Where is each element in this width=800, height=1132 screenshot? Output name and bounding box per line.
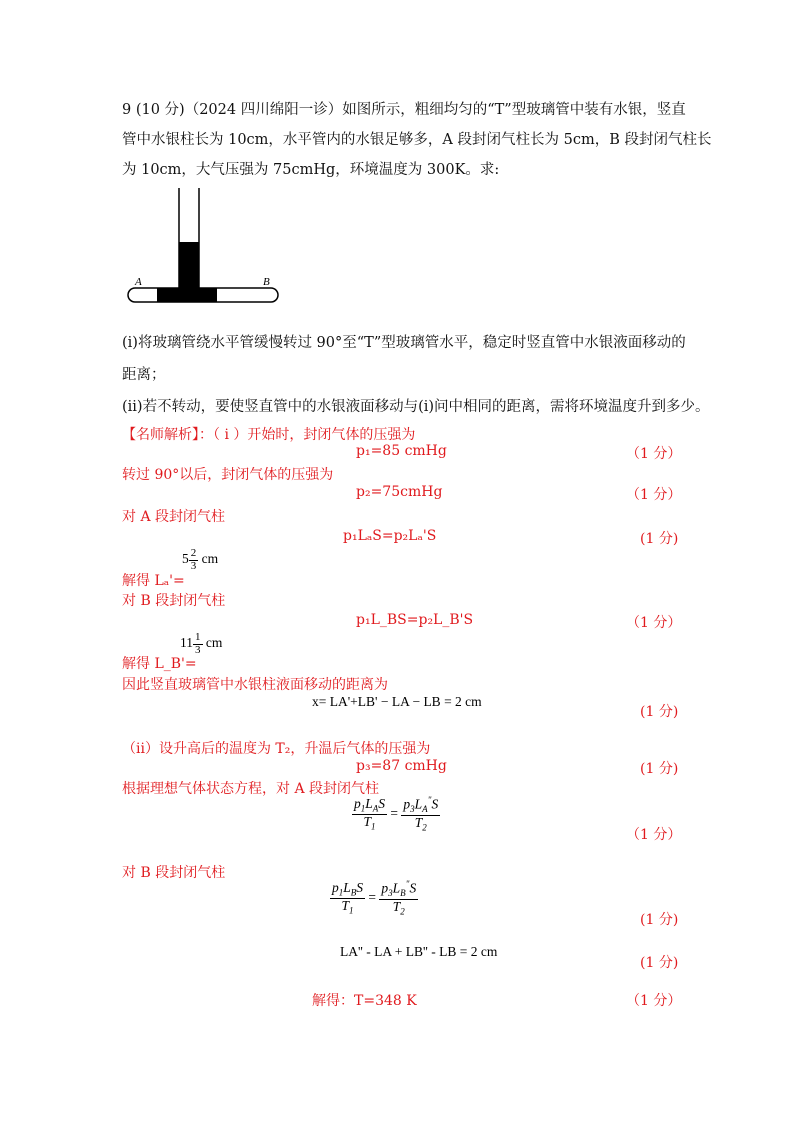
la-unit: cm [201,551,219,567]
p1-equation: p₁=85 cmHg [356,443,447,459]
x-equation: x= LA'+LB' − LA − LB = 2 cm [312,694,482,709]
p2-equation: p₂=75cmHg [356,484,443,500]
for-b-text: 对 B 段封闭气柱 [122,593,226,609]
lb-whole: 11 [180,635,193,651]
lb-unit: cm [205,635,223,651]
score-5: (1 分) [640,704,679,720]
therefore-text: 因此竖直玻璃管中水银柱液面移动的距离为 [122,677,388,693]
score-8: (1 分) [640,912,679,928]
la-num: 2 [190,547,197,559]
la-den: 3 [190,559,197,572]
answer-text: 解得：T=348 K [312,993,417,1009]
score-4: （1 分） [626,615,682,631]
score-10: （1 分） [626,993,682,1009]
problem-line-3: 为 10cm，大气压强为 75cmHg，环境温度为 300K。求: [122,162,500,178]
after-rotate-text: 转过 90°以后，封闭气体的压强为 [122,467,334,483]
la-whole: 5 [182,551,189,567]
ideal-gas-b-equation: $\frac{p_1L_BS}{T_1}$ = $\frac{p_3L_B^"S}{T_2}$ [332,879,417,917]
lb-num: 1 [195,631,201,643]
label-b: B [263,276,270,288]
final-equation: LA'' - LA + LB'' - LB = 2 cm [340,944,498,959]
solution-header: 【名师解析】：（ i ）开始时，封闭气体的压强为 [122,427,416,443]
score-9: (1 分) [640,955,679,971]
problem-line-2: 管中水银柱长为 10cm，水平管内的水银足够多，A 段封闭气柱长为 5cm，B 段封闭气柱长 [122,132,712,148]
for-b2-text: 对 B 段封闭气柱 [122,865,226,881]
question-1-line-1: (i)将玻璃管绕水平管缓慢转过 90°至“T”型玻璃管水平，稳定时竖直管中水银液面移动的 [122,335,686,351]
for-a-text: 对 A 段封闭气柱 [122,509,226,525]
solve-la-text: 解得 Lₐ'= [122,573,185,589]
question-1-line-2: 距离； [122,367,166,383]
question-2: (ii)若不转动，要使竖直管中的水银液面移动与(i)问中相同的距离，需将环境温度升到多少。 [122,399,710,415]
boyle-b-equation: p₁L_BS=p₂L_B'S [356,612,474,628]
solve-lb-text: 解得 L_B'= [122,656,197,672]
part-2-text: （ii）设升高后的温度为 T₂，升温后气体的压强为 [122,741,431,757]
la-value [182,548,218,572]
lb-den: 3 [195,643,201,656]
score-2: （1 分） [626,487,682,503]
score-6: (1 分) [640,761,679,777]
problem-line-1: 9 (10 分)（2024 四川绵阳一诊）如图所示，粗细均匀的“T”型玻璃管中装有水银，竖直 [122,102,686,118]
label-a: A [135,276,142,288]
p3-equation: p₃=87 cmHg [356,758,447,774]
score-7: （1 分） [626,827,682,843]
score-1: （1 分） [626,446,682,462]
ideal-gas-text: 根据理想气体状态方程，对 A 段封闭气柱 [122,781,380,797]
score-3: (1 分) [640,531,679,547]
t-tube-figure [125,188,285,308]
ideal-gas-a-equation: $\frac{p_1L_AS}{T_1}$ = $\frac{p_3L_A^"S}{T_2}$ [354,795,439,833]
boyle-a-equation: p₁LₐS=p₂Lₐ'S [343,528,437,544]
